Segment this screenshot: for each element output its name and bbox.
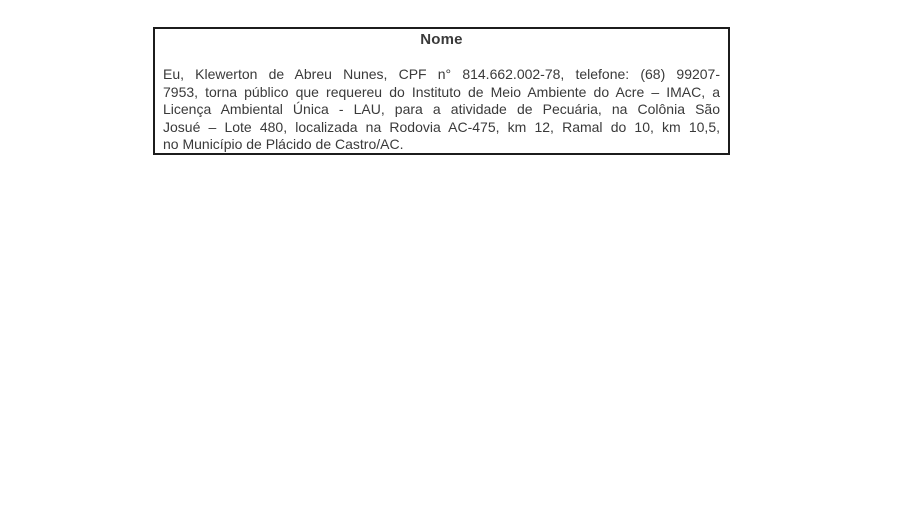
notice-paragraph-line: Licença Ambiental Única - LAU, para a atividade de Pecuária, na Colônia São (163, 101, 720, 118)
notice-title: Nome (420, 31, 463, 48)
notice-paragraph-line: Josué – Lote 480, localizada na Rodovia AC-475, km 12, Ramal do 10, km 10,5, (163, 118, 720, 135)
notice-paragraph (155, 66, 728, 154)
notice-box (153, 27, 730, 155)
notice-paragraph-line: Eu, Klewerton de Abreu Nunes, CPF n° 814.662.002-78, telefone: (68) 99207- (163, 66, 720, 82)
notice-paragraph-line: 7953, torna público que requereu do Instituto de Meio Ambiente do Acre – IMAC, a (163, 83, 720, 100)
notice-paragraph-line: no Município de Plácido de Castro/AC. (163, 136, 404, 153)
